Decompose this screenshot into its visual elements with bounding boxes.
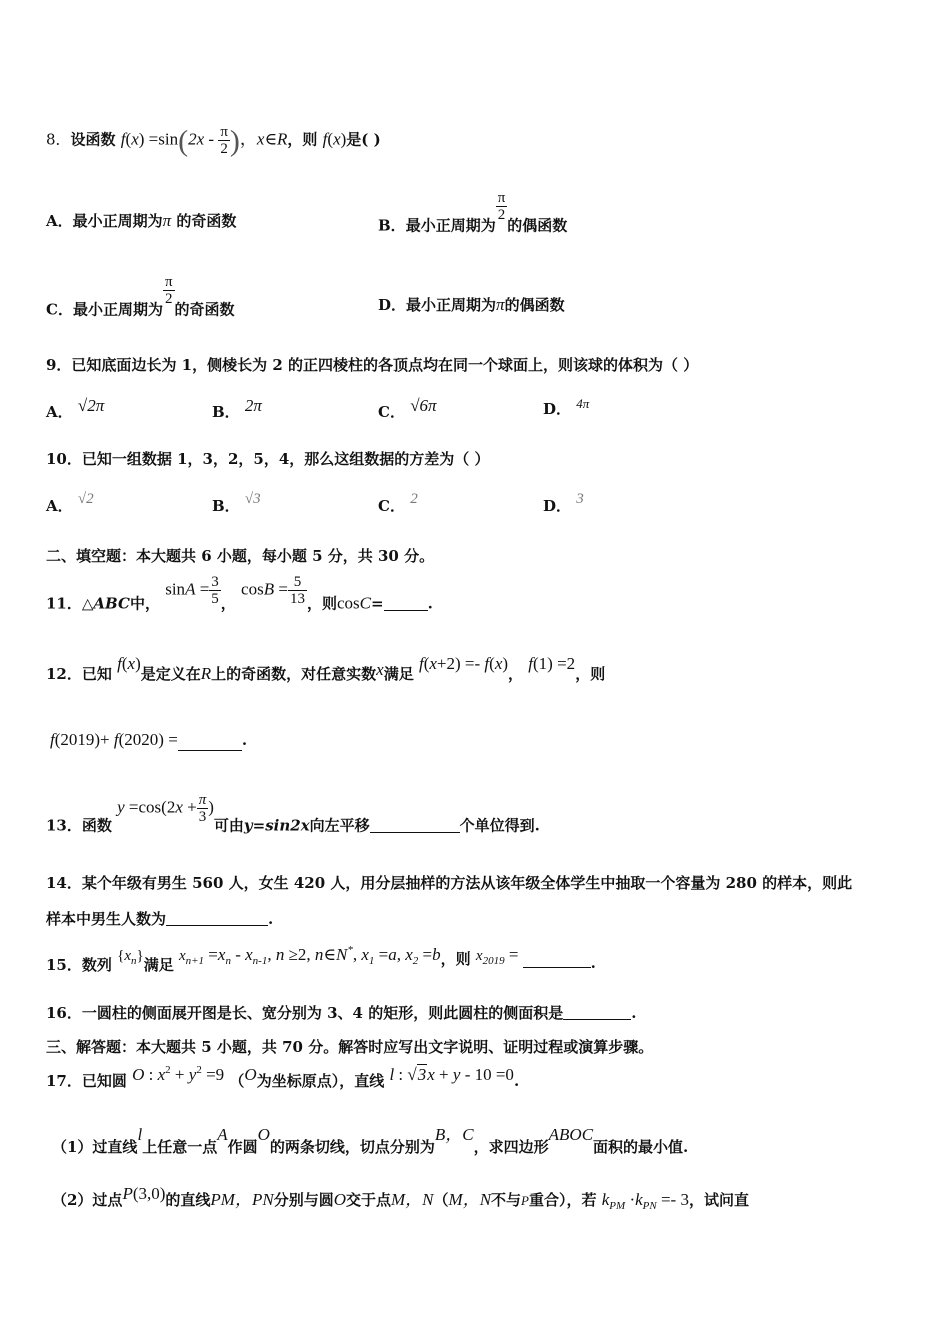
q16-stem: 16．一圆柱的侧面展开图是长、宽分别为 3、4 的矩形，则此圆柱的侧面积是 .	[46, 1004, 637, 1022]
q12-line2: f(2019)+ f(2020) = .	[50, 730, 248, 749]
q15-stem: 15．数列 $\{x_n\}$满足 $x_{n+1} =x_n - x_{n-1}$, n ≥2, n∈N*, $x_1 =a$, $x_2 =b$，则 $x_{2019}$ = .	[46, 944, 596, 974]
q8-option-d: D．最小正周期为π的偶函数	[378, 295, 565, 314]
q9-option-d: D． 4π	[543, 396, 590, 418]
q17-part1: （1）过直线l上任意一点A作圆O的两条切线，切点分别为B，C，求四边形ABOC面积的最小值.	[52, 1125, 689, 1156]
q13-stem: 13．函数 y =cos(2x + $\frac{\pi}{3}$ )可由y=sin2x向左平移 个单位得到.	[46, 792, 540, 835]
q8-stem: 8．设函数 f(x) =sin(2x - $\frac{\pi}{2}$ )，x∈R，则 f(x)是( )	[46, 124, 381, 158]
q14-line1: 14．某个年级有男生 560 人，女生 420 人，用分层抽样的方法从该年级全体学生中抽取一个容量为 280 的样本，则此	[46, 874, 853, 892]
section-2-heading: 二、填空题：本大题共 6 小题，每小题 5 分，共 30 分。	[46, 547, 435, 565]
q11-stem: 11．△ABC中， sinA = $\frac{3}{5}$ ， cosB = $\frac{5}{13}$ ，则cosC= .	[46, 574, 433, 613]
q9-option-b: B． 2π	[212, 396, 262, 421]
q8-option-a: A．最小正周期为π 的奇函数	[46, 211, 237, 230]
q9-option-a: A． √2π	[46, 396, 105, 421]
q9-stem: 9．已知底面边长为 1，侧棱长为 2 的正四棱柱的各顶点均在同一个球面上，则该球的体积为（ ）	[46, 356, 699, 374]
q17-stem: 17．已知圆 O : $x^2 + y^2 =9$ （O为坐标原点），直线 l : √3x + y - 10 =0.	[46, 1064, 520, 1090]
q10-stem: 10．已知一组数据 1，3，2，5，4，那么这组数据的方差为（ ）	[46, 450, 490, 468]
q12-stem: 12．已知 f(x)是定义在R上的奇函数，对任意实数x满足 f(x+2) =- f(x)， f(1) =2，则	[46, 654, 606, 683]
q10-option-a: A． √2	[46, 491, 94, 515]
q8-option-b: B．最小正周期为 $\frac{\pi}{2}$ 的偶函数	[378, 190, 568, 235]
section-3-heading: 三、解答题：本大题共 5 小题，共 70 分。解答时应写出文字说明、证明过程或演算步骤。	[46, 1038, 654, 1056]
q10-option-d: D． 3	[543, 491, 584, 515]
q14-line2: 样本中男生人数为 .	[46, 910, 274, 928]
q8-number: 8．	[46, 130, 71, 149]
q8-formula: f	[120, 129, 126, 149]
q10-option-b: B． √3	[212, 491, 261, 515]
q8-option-c: C．最小正周期为 $\frac{\pi}{2}$ 的奇函数	[46, 274, 235, 319]
q10-option-c: C． 2	[378, 491, 418, 515]
q9-option-c: C． √6π	[378, 396, 437, 421]
q17-part2: （2）过点P(3,0)的直线PM，PN分别与圆O交于点M，N（M，N不与P重合），若 $k_{PM} \cdot k_{PN} =- 3$，试问直	[52, 1184, 749, 1212]
